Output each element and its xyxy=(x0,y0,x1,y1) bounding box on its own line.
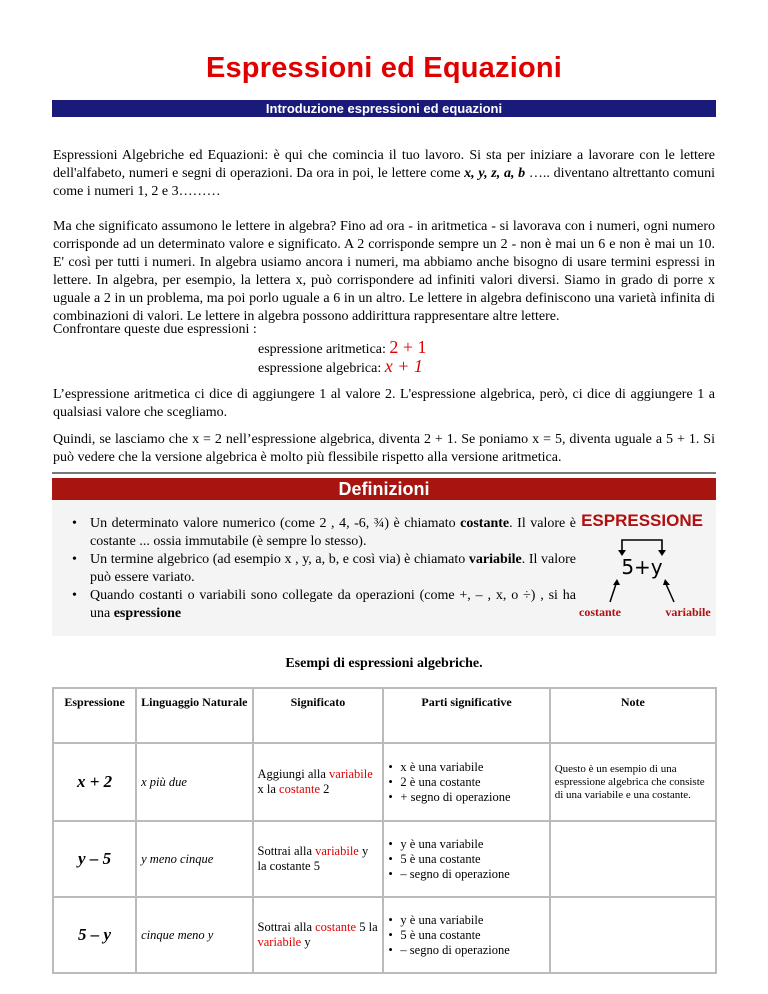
list-item: • 5 è una costante xyxy=(388,927,481,942)
diagram-title: ESPRESSIONE xyxy=(581,511,703,530)
list-item: • x è una variabile xyxy=(388,759,484,774)
examples-table xyxy=(52,687,717,974)
intro-paragraph-4: L’espressione aritmetica ci dice di aggiungere 1 al valore 2. L'espressione algebrica, però, ci dice di aggiungere 1 a qualsiasi valore che scegliamo. xyxy=(53,387,715,420)
diagram-right-label: variabile xyxy=(665,605,711,619)
list-item: • 5 è una costante xyxy=(388,851,481,866)
table-row xyxy=(53,897,716,973)
intro-paragraph-5: Quindi, se lasciamo che x = 2 nell’espressione algebrica, diventa 2 + 1. Se poniamo x = 5, diventa uguale a 5 + 1. Si può vedere che la versione algebrica è molto più flessibile rispetto alla versione aritmetica. xyxy=(53,432,715,465)
meaning-cell: Sottrai alla costante 5 la variabile y xyxy=(253,897,384,973)
algebraic-expression-value: x + 1 xyxy=(384,356,423,376)
column-header: Note xyxy=(550,688,716,743)
meaning-cell: Aggiungi alla variabile x la costante 2 xyxy=(253,743,384,821)
algebraic-expression-line: espressione algebrica: x + 1 xyxy=(258,356,423,376)
expression-cell: 5 – y xyxy=(53,897,136,973)
bracket-arrow xyxy=(622,540,662,552)
note-cell xyxy=(550,897,716,973)
arrow-variabile xyxy=(666,584,674,602)
arrow-costante xyxy=(610,584,616,602)
column-header: Linguaggio Naturale xyxy=(136,688,252,743)
definitions-header: Definizioni xyxy=(52,478,716,500)
divider xyxy=(52,472,716,474)
diagram-left-label: costante xyxy=(579,605,621,619)
natural-language-cell: y meno cinque xyxy=(136,821,252,897)
definition-item: • Un termine algebrico (ad esempio x , y, a, b, e così via) è chiamato variabile. Il valore può essere variato. xyxy=(72,552,577,585)
parts-cell xyxy=(383,743,549,821)
list-item: • y è una variabile xyxy=(388,836,484,851)
arrow-variabile-head xyxy=(663,579,670,585)
list-item: • y è una variabile xyxy=(388,912,484,927)
column-header: Parti significative xyxy=(383,688,549,743)
table-row xyxy=(53,743,716,821)
expression-cell: x + 2 xyxy=(53,743,136,821)
meaning-cell: Sottrai alla variabile y la costante 5 xyxy=(253,821,384,897)
table-header-row xyxy=(53,688,716,743)
diagram-expression: 5+y xyxy=(621,555,663,579)
expression-diagram xyxy=(570,506,714,624)
list-item: • – segno di operazione xyxy=(388,866,510,881)
intro-paragraph-3: Confrontare queste due espressioni : xyxy=(53,322,257,337)
natural-language-cell: x più due xyxy=(136,743,252,821)
table-row xyxy=(53,821,716,897)
arrow-costante-head xyxy=(613,579,620,585)
list-item: • 2 è una costante xyxy=(388,774,481,789)
arithmetic-expression-line: espressione aritmetica: 2 + 1 xyxy=(258,337,427,357)
definitions-list xyxy=(72,515,576,623)
note-cell xyxy=(550,821,716,897)
definitions-box xyxy=(52,478,716,636)
natural-language-cell: cinque meno y xyxy=(136,897,252,973)
note-cell: Questo è un esempio di una espressione algebrica che consiste di una variabile e una costante. xyxy=(550,743,716,821)
examples-title: Esempi di espressioni algebriche. xyxy=(285,656,483,671)
definition-item: • Un determinato valore numerico (come 2 , 4, -6, ¾) è chiamato costante. Il valore è costante ... ossia immutabile (è sempre lo stesso). xyxy=(72,516,576,549)
section-bar: Introduzione espressioni ed equazioni xyxy=(52,100,716,117)
expression-cell: y – 5 xyxy=(53,821,136,897)
parts-cell xyxy=(383,821,549,897)
parts-cell xyxy=(383,897,549,973)
list-item: • + segno di operazione xyxy=(388,789,511,804)
arithmetic-expression-value: 2 + 1 xyxy=(389,337,427,357)
list-item: • – segno di operazione xyxy=(388,942,510,957)
column-header: Espressione xyxy=(53,688,136,743)
page-title: Espressioni ed Equazioni xyxy=(205,52,563,84)
intro-paragraph-1: Espressioni Algebriche ed Equazioni: è qui che comincia il tuo lavoro. Si sta per iniziare a lavorare con le lettere dell'alfabeto, numeri e segni di operazioni. Da ora in poi, le lettere come x, y, z, a, b ….. diventano altrettanto comuni come i numeri 1, 2 e 3……… xyxy=(53,148,715,199)
definition-item: • Quando costanti o variabili sono collegate da operazioni (come +, – , x, o ÷) , si ha una espressione xyxy=(72,588,576,621)
intro-paragraph-2: Ma che significato assumono le lettere in algebra? Fino ad ora - in aritmetica - si lavorava con i numeri, ogni numero corrisponde ad un determinato valore e significato. A 2 corrisponde sempre un 2 - non è mai un 6 e non è mai un 10. E' così per tutti i numeri. In algebra usiamo ancora i numeri, ma abbiamo anche bisogno di usare termini espressi in lettere. In algebra, per esempio, la lettera x, può corrispondere ad infiniti valori diversi. Siamo in grado di porre x uguale a 2 in un problema, ma poi porlo uguale a 6 in un altro. Le lettere in algebra definiscono una varietà infinita di combinazioni di valori. Le lettere in algebra possono addirittura rappresentare altre lettere. xyxy=(53,219,715,324)
column-header: Significato xyxy=(253,688,384,743)
